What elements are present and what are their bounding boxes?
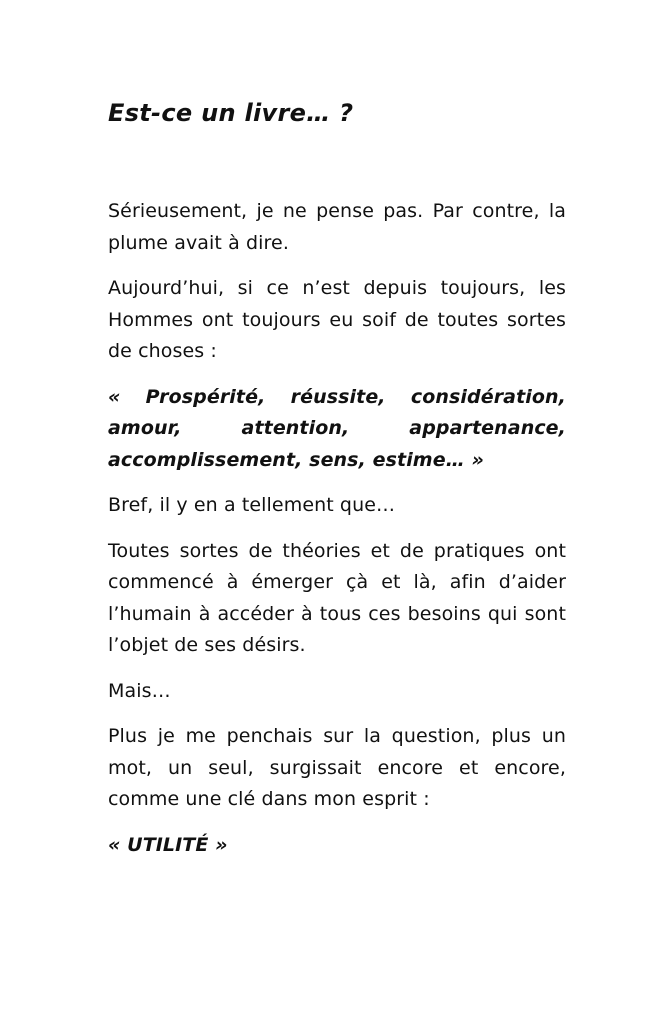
paragraph-mais: Mais… — [108, 679, 171, 702]
paragraph-theories: Toutes sortes de théories et de pratiques ont commencé à émerger çà et là, afin d’aider l’humain à accéder à tous ces besoins qui sont l’objet de ses désirs. — [108, 539, 566, 656]
paragraph-question: Plus je me penchais sur la question, plus un mot, un seul, surgissait encore et encore, comme une clé dans mon esprit : — [108, 725, 566, 810]
quote-utilite: « UTILITÉ » — [108, 833, 228, 856]
paragraph-bref: Bref, il y en a tellement que… — [108, 494, 396, 516]
page-content — [108, 94, 566, 861]
quote-needs-list: « Prospérité, réussite, considération, amour, attention, appartenance, accomplissement, sens, estime… » — [108, 385, 566, 471]
paragraph-intro: Sérieusement, je ne pense pas. Par contre, la plume avait à dire. — [108, 200, 566, 254]
page-title: Est-ce un livre… ? — [108, 99, 354, 127]
paragraph-needs: Aujourd’hui, si ce n’est depuis toujours, les Hommes ont toujours eu soif de toutes sortes de choses : — [108, 277, 566, 362]
